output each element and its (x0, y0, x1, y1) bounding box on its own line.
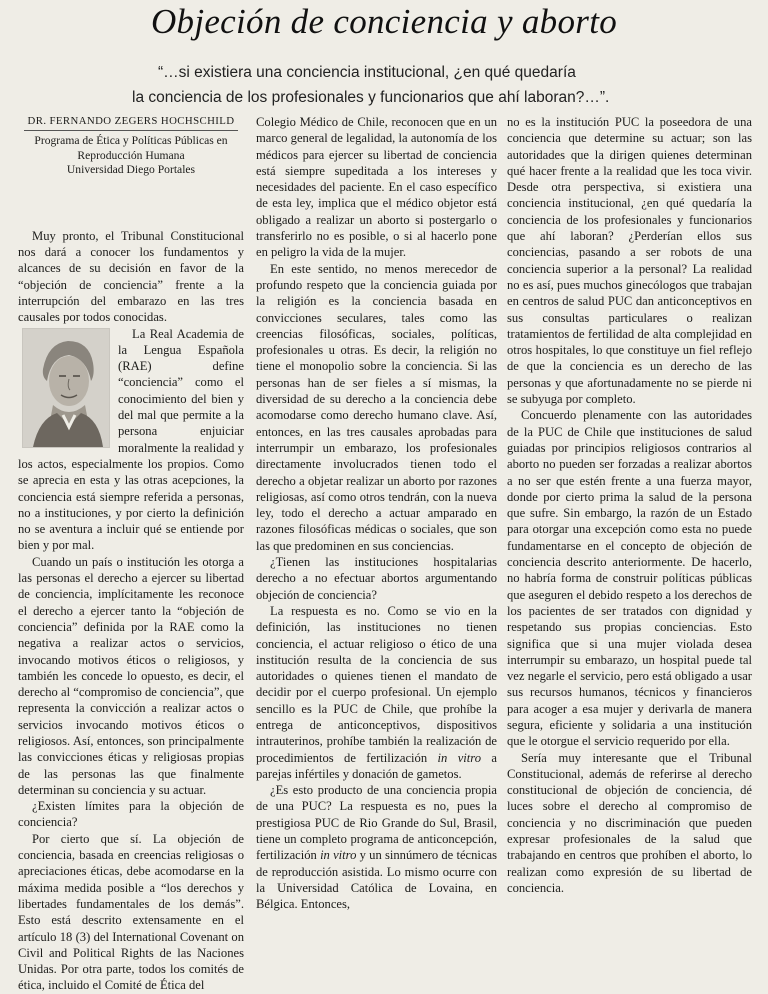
author-name: DR. FERNANDO ZEGERS HOCHSCHILD (27, 115, 235, 127)
author-portrait (22, 328, 110, 448)
col2-paragraph-2: En este sentido, no menos merecedor de profundo respeto que la conciencia guiada por la religión es la conciencia basada en convicciones seculares, tales como las creencias filosóficas, sociales, políticas, profesionales u otras. Es decir, la religión no tiene el monopolio sobre la conciencia. Si las personas han de ser fieles a sí mismas, la diversidad de su derecho a la conciencia debe acomodarse como derecho humano clave. Así, entonces, en las tres causales aprobadas para interrumpir un embarazo, los profesionales directamente involucrados tienen todo el derecho a objetar realizar un aborto por razones religiosas, así como otros tendrán, con la nueva ley, todo el derecho a actuar amparado en razones filosóficas médicas o sociales, que son las que predominen en sus conciencias. (256, 261, 497, 553)
col2-question: ¿Tienen las instituciones hospitalarias derecho a no efectuar abortos argumentando objeción de conciencia? (256, 555, 497, 602)
col2-p4-text-a: La respuesta es no. Como se vio en la definición, las instituciones no tienen conciencia, el actuar religioso o ético de una institución resulta de la conciencia de sus autoridades o quienes tienen el mandato de decidir por el cuerpo profesional. Un ejemplo sencillo es la PUC de Chile, que prohíbe la entrega de anticonceptivos, dispositivos intrauterinos, prohíbe también la realización de procedimientos de fertilización (256, 603, 497, 765)
col1-paragraph-1: Muy pronto, el Tribunal Constitucional nos dará a conocer los fundamentos y alcances de su decisión en favor de la “objeción de conciencia” frente a la interrupción del embarazo en las tres causales por todos conocidas. (18, 228, 244, 325)
affiliation-line-2: Reproducción Humana (77, 148, 185, 162)
affiliation-line-1: Programa de Ética y Políticas Públicas en (34, 134, 228, 147)
affiliation-line-3: Universidad Diego Portales (66, 163, 196, 177)
col2-paragraph-5 (256, 782, 497, 912)
col2-paragraph-4 (256, 603, 497, 782)
byline-rule (24, 130, 238, 131)
col3-paragraph-1: no es la institución PUC la poseedora de una conciencia que determine su actuar; son las autoridades que la dirigen quienes determinan qué hacer frente a la realidad que les toca vivir. Desde otra perspectiva, si existiera una conciencia institucional, ¿en qué quedaría la conciencia de los profesionales y funcionarios que ahí laboran? ¿Perderían ellos sus conciencias, pasando a ser robots de una conciencia superior a la personal? La realidad no es así, pues muchos ginecólogos que trabajan en centros de salud PUC dan anticonceptivos en sus consultas particulares o realizan tratamientos de fertilidad de alta complejidad en otros hospitales, lo que constituye un fiel reflejo de que la conciencia es un derecho de las personas y que afortunadamente no se pierde ni se subyuga por completo. (507, 115, 752, 407)
col2-p4-italic: in vitro (437, 750, 482, 765)
byline-spacer (18, 182, 244, 228)
col2-p5-text-b: y un sinnúmero de técnicas de reproducción asistida. Lo mismo ocurre con la Universidad Católica de Lovaina, en Bélgica. Entonces, (256, 848, 498, 912)
column-2 (256, 114, 497, 913)
pull-quote (120, 60, 720, 110)
col2-p5-text-a: ¿Es esto producto de una conciencia propia de una PUC? La respuesta es no, pues la prestigiosa PUC de Rio Grande do Sul, Brasil, tiene un completo programa de anticoncepción, fertilización (256, 783, 497, 863)
col2-p5-italic: in vitro (320, 848, 357, 863)
col3-paragraph-3: Sería muy interesante que el Tribunal Constitucional, además de referirse al derecho constitucional de objeción de conciencia, dé luces sobre el derecho al compromiso de conciencia y no discriminación que pueden expresar profesionales de la salud que trabajando en centros que prohíben el aborto, lo realizan como expresión de su libertad de conciencia. (507, 750, 752, 895)
col3-paragraph-2: Concuerdo plenamente con las autoridades de la PUC de Chile que instituciones de salud guiadas por principios religiosos contrarios al aborto no pueden ser forzadas a realizar abortos a no ser que estén frente a una fuerza mayor, donde por cierto prima la salud de la persona que sufre. Sin embargo, la razón de un Estado para otorgar una excepción como esta no puede fundamentarse en el concepto de objeción de conciencia descrito anteriormente. De hacerlo, no habría forma de construir políticas públicas que aseguren el debido respeto a los derechos de los pacientes de ser tratados con dignidad y respetando sus propias conciencias. Esto significa que si una mujer violada desea interrumpir su embarazo, un hospital puede tal vez negarle el servicio, pero está obligado a usar sus recursos humanos, técnicos y financieros para acoger a esa mujer y derivarla de manera segura, eficiente y solidaria a una institución que le otorgue el servicio requerido por ella. (507, 408, 752, 749)
col1-paragraph-5: Por cierto que sí. La objeción de conciencia, basada en creencias religiosas o apreciaciones éticas, debe acomodarse en la máxima medida posible a “los derechos y libertades fundamentales de los demás”. Esto está descrito extensamente en el artículo 18 (3) del International Covenant on Civil and Political Rights de las Naciones Unidas. Por otra parte, todos los comités de ética, incluido el Comité de Ética del (18, 831, 244, 993)
column-1 (18, 114, 244, 994)
pull-quote-line-2: la conciencia de los profesionales y funcionarios que ahí laboran?…”. (132, 89, 610, 106)
col2-p4-text-b: a parejas infértiles y donación de gametos. (256, 750, 497, 781)
col2-paragraph-1: Colegio Médico de Chile, reconocen que en un marco general de legalidad, la autonomía de los médicos para ejercer su libertad de conciencia está siempre supeditada a los intereses y necesidades del paciente. En el caso específico de esta ley, implica que el médico objetor está obligado a realizar un aborto si postergarlo o transferirlo no es posible, o si al hacerlo pone en peligro la vida de la mujer. (256, 115, 497, 260)
pull-quote-line-1: “…si existiera una conciencia institucional, ¿en qué quedaría (158, 64, 576, 81)
byline (18, 114, 244, 178)
col1-paragraph-3: Cuando un país o institución les otorga a las personas el derecho a ejercer su libertad de conciencia, implícitamente les reconoce el derecho a ejercer tanto la “objeción de conciencia” definida por la RAE como la negativa a realizar actos o servicios, invocando motivos éticos o religiosos, y también les concede lo opuesto, es decir, el derecho al “compromiso de conciencia”, que representa la convicción a realizar actos o servicios invocando motivos éticos o religiosos. Así, entonces, son principalmente las convicciones éticas y religiosas propias de las personas las que finalmente determinan su conciencia y su actuar. (18, 554, 244, 797)
headline: Objeción de conciencia y aborto (150, 2, 618, 41)
column-3 (507, 114, 752, 896)
col1-paragraph-2: La Real Academia de la Lengua Española (RAE) define “conciencia” como el conocimiento del bien y del mal que permite a la persona enjuiciar moralmente la realidad y los actos, especialmente los propios. Como se aprecia en esta y las otras acepciones, la conciencia está siempre referida a personas, no a instituciones, y por cierto la definición no se aventura a incluir qué se entiende por bien y por mal. (18, 326, 244, 553)
col1-question: ¿Existen límites para la objeción de conciencia? (18, 799, 244, 830)
